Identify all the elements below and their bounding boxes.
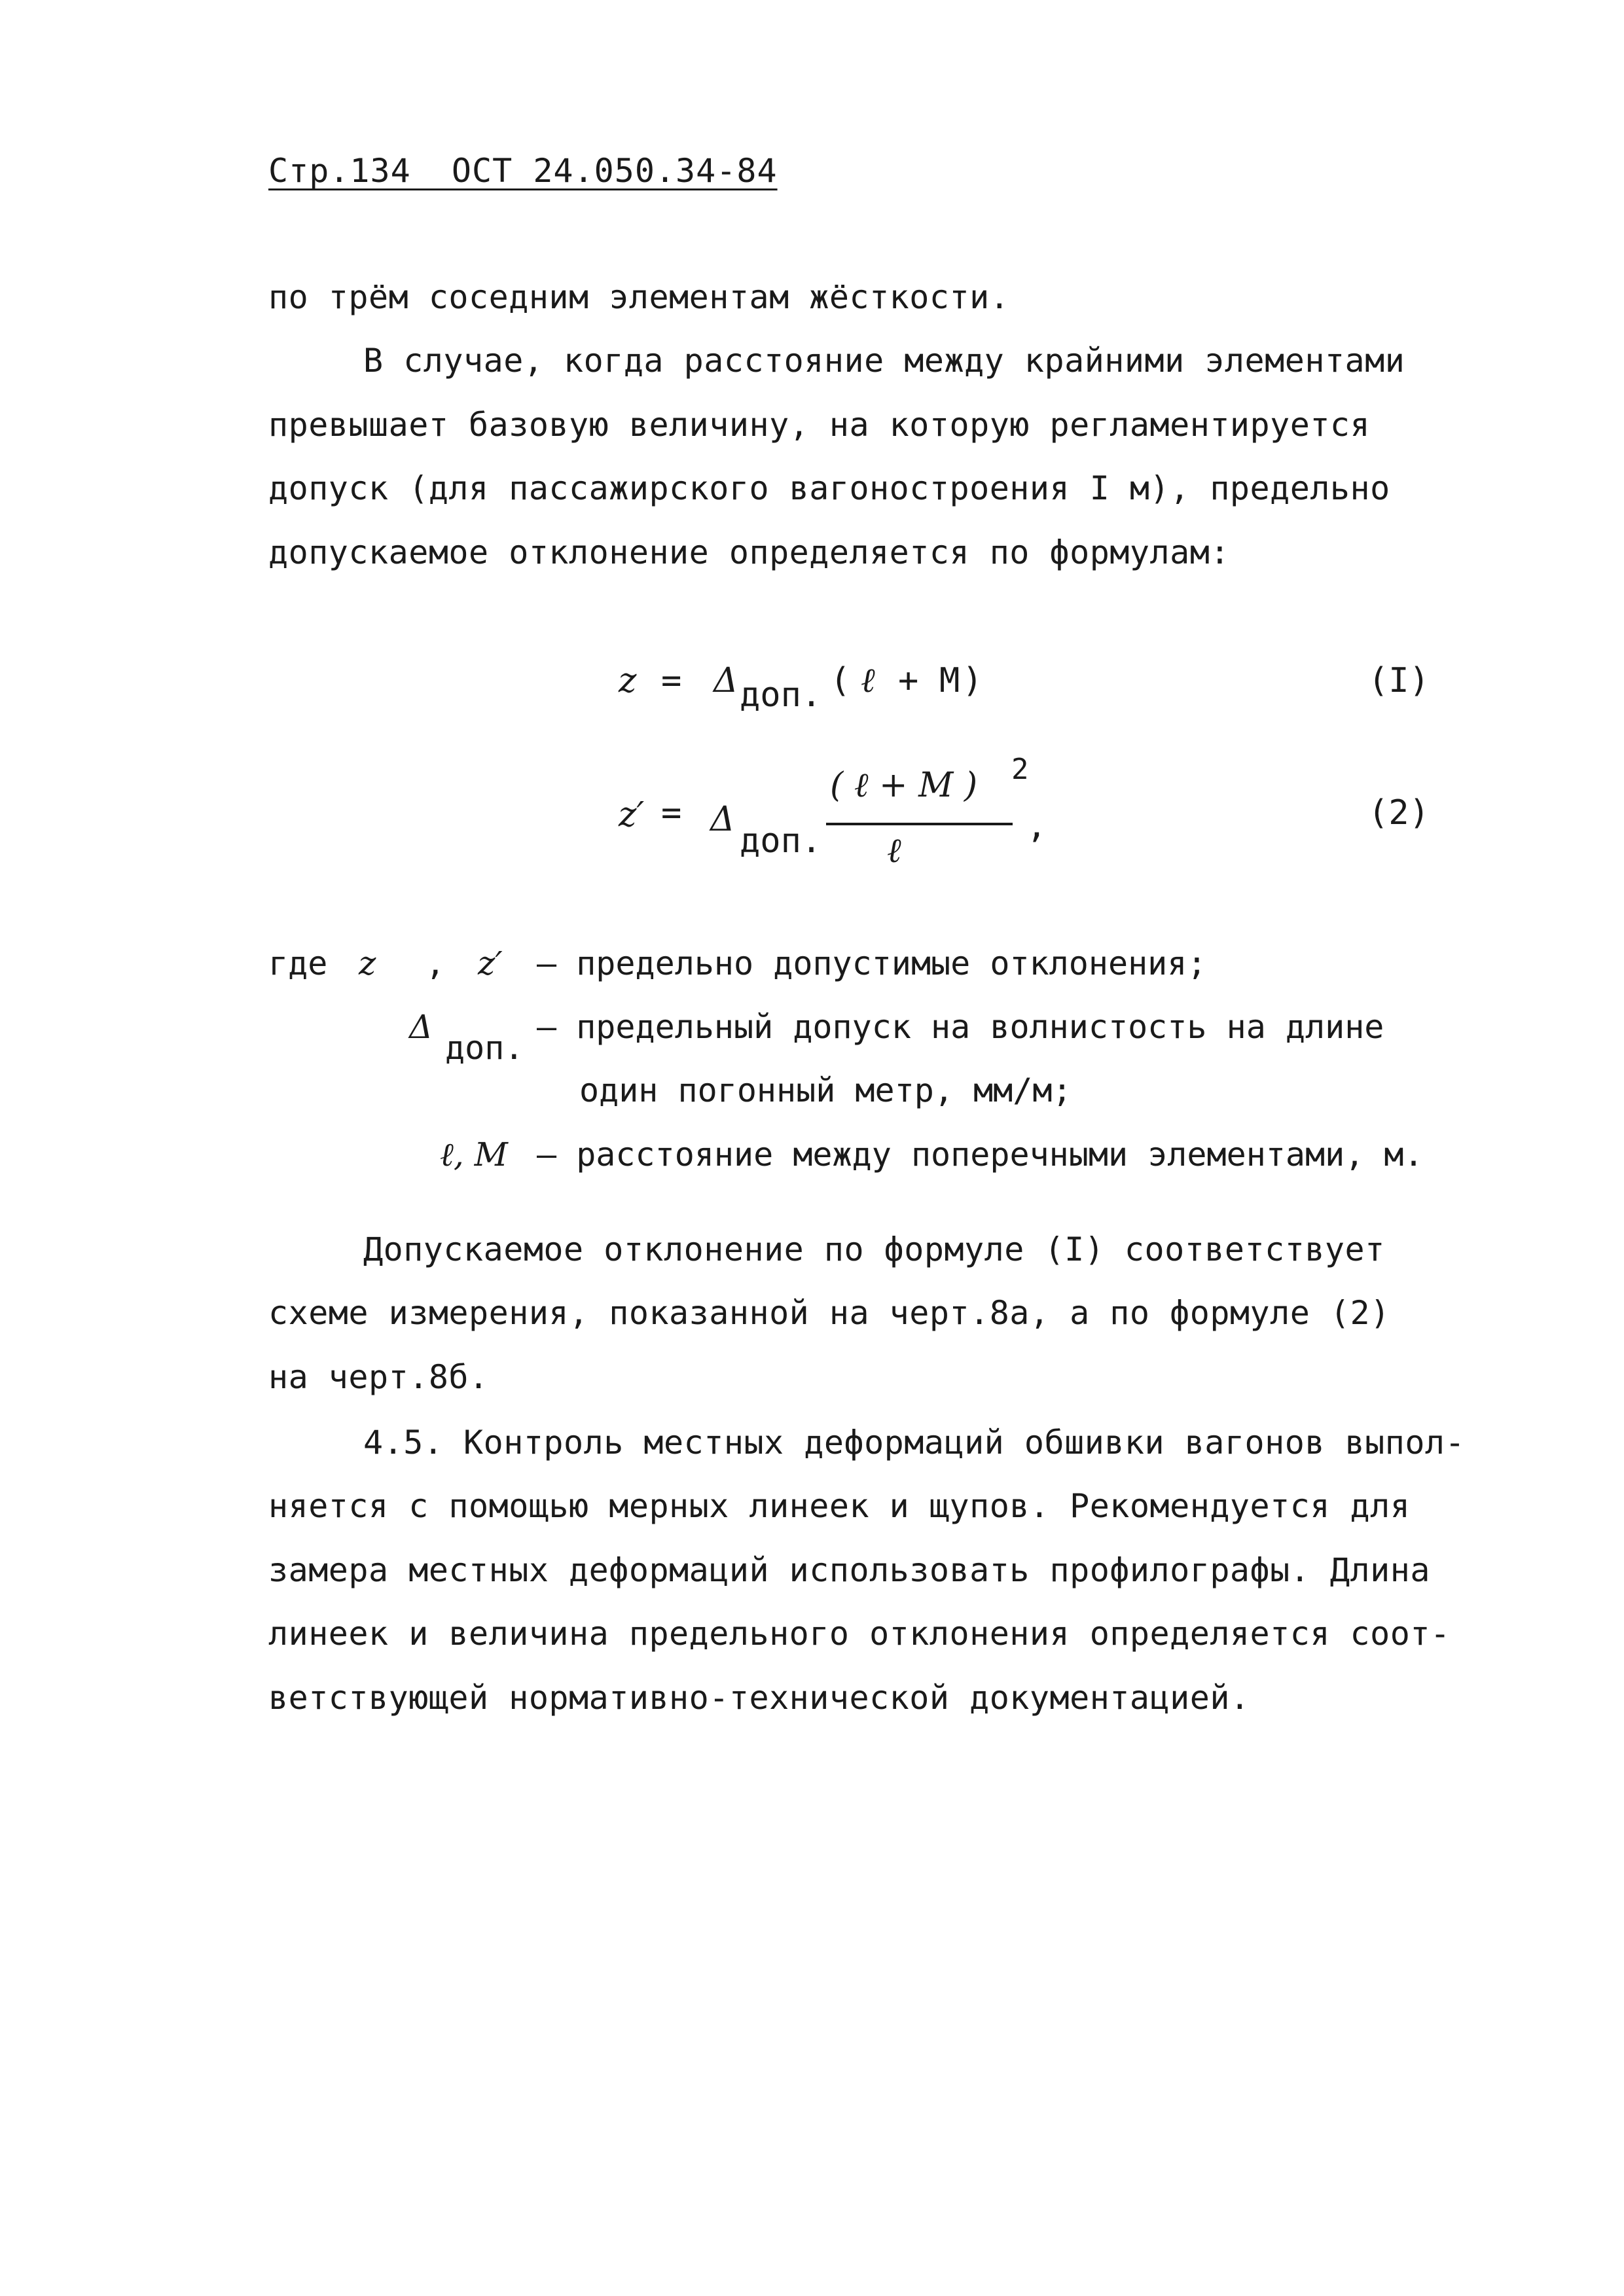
legend-symbol-delta: Δ	[409, 1008, 433, 1046]
formula-1-delta: Δ	[713, 661, 738, 700]
legend-delta-subscript: доп.	[445, 1029, 524, 1067]
paragraph-line: замера местных деформаций использовать профилографы. Длина	[268, 1551, 1430, 1589]
page-header: Стр.134 ОСТ 24.050.34-84	[268, 152, 778, 190]
formula-1-close-paren: )	[962, 661, 983, 700]
legend-description: – предельный допуск на волнистость на длине	[537, 1008, 1384, 1046]
formula-1-plus: +	[898, 661, 919, 700]
formula-2-subscript: доп.	[740, 821, 822, 861]
formula-2-denominator: ℓ	[887, 831, 901, 870]
paragraph-line: допускаемое отклонение определяется по формулам:	[268, 533, 1230, 571]
paragraph-line: ветствующей нормативно-технической документацией.	[268, 1679, 1250, 1717]
legend-symbol-z-prime: z′	[478, 944, 503, 982]
formula-2-number: (2)	[1368, 793, 1430, 833]
formula-1-equals: =	[661, 661, 682, 700]
paragraph-line: допуск (для пассажирского вагоностроения I м), предельно	[268, 469, 1390, 507]
paragraph-line: превышает базовую величину, на которую регламентируется	[268, 406, 1371, 444]
formula-2-fraction-bar	[826, 823, 1013, 825]
formula-2-numerator: ( ℓ + M )	[830, 766, 978, 805]
paragraph-line: няется с помощью мерных линеек и щупов. Рекомендуется для	[268, 1487, 1411, 1525]
paragraph-line: Допускаемое отклонение по формуле (I) соответствует	[363, 1230, 1385, 1268]
formula-2-delta: Δ	[710, 800, 735, 839]
formula-1-number: (I)	[1368, 661, 1430, 700]
paragraph-line: 4.5. Контроль местных деформаций обшивки вагонов выпол-	[363, 1424, 1466, 1462]
legend-description: – предельно допустимые отклонения;	[537, 944, 1207, 982]
formula-1-subscript: доп.	[740, 675, 822, 715]
legend-where: где	[268, 944, 328, 982]
formula-1-l: ℓ	[861, 661, 875, 700]
paragraph-line: на черт.8б.	[268, 1358, 489, 1396]
legend-comma: ,	[425, 944, 446, 982]
paragraph-line: линеек и величина предельного отклонения определяется соот-	[268, 1615, 1451, 1653]
paragraph-line: по трём соседним элементам жёсткости.	[268, 278, 1010, 316]
formula-2-lhs: z′	[619, 795, 645, 834]
legend-description: – расстояние между поперечными элементами, м.	[537, 1136, 1424, 1174]
formula-1-lhs: z	[619, 661, 637, 700]
formula-1-open-paren: (	[830, 661, 851, 700]
legend-description: один погонный метр, мм/м;	[579, 1071, 1072, 1109]
formula-2-power: 2	[1011, 753, 1029, 786]
formula-2-comma: ,	[1026, 806, 1047, 846]
paragraph-line: схеме измерения, показанной на черт.8а, а по формуле (2)	[268, 1294, 1390, 1332]
legend-symbol-z: z	[359, 944, 376, 982]
paragraph-line: В случае, когда расстояние между крайними элементами	[363, 342, 1405, 380]
formula-1-m: M	[939, 661, 960, 700]
legend-symbol-l-m: ℓ, M	[440, 1136, 508, 1174]
formula-2-equals: =	[661, 793, 682, 833]
